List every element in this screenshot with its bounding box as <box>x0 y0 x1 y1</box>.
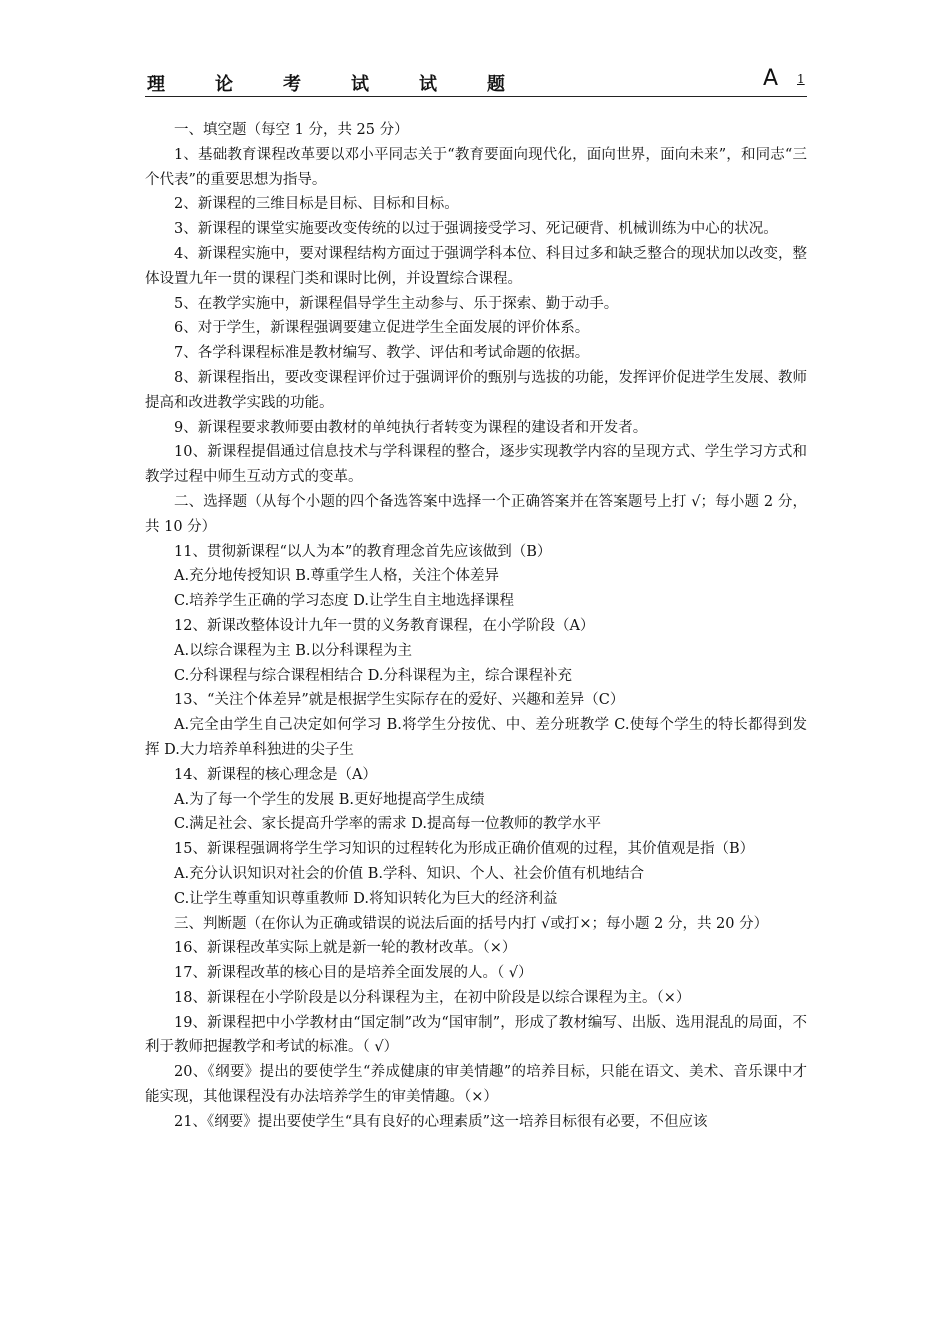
exam-paragraph: 6、对于学生，新课程强调要建立促进学生全面发展的评价体系。 <box>174 320 590 337</box>
exam-paragraph: 15、新课程强调将学生学习知识的过程转化为形成正确价值观的过程，其价值观是指（B） <box>174 841 755 858</box>
exam-title: 理论考试试题 <box>147 74 555 95</box>
paper-version-mark: A <box>763 66 779 91</box>
exam-paragraph: A.充分地传授知识 B.尊重学生人格，关注个体差异 <box>174 568 499 585</box>
exam-body <box>145 118 807 1135</box>
exam-paragraph: 11、贯彻新课程“以人为本”的教育理念首先应该做到（B） <box>174 543 552 560</box>
exam-paragraph: 12、新课改整体设计九年一贯的义务教育课程，在小学阶段（A） <box>174 617 595 634</box>
exam-paragraph: C.培养学生正确的学习态度 D.让学生自主地选择课程 <box>174 593 515 610</box>
exam-paragraph: 二、选择题（从每个小题的四个备选答案中选择一个正确答案并在答案题号上打 √；每小题 2 分，共 10 分） <box>145 493 807 535</box>
exam-paragraph: 19、新课程把中小学教材由“国定制”改为“国审制”，形成了教材编写、出版、选用混乱的局面，不利于教师把握教学和考试的标准。（ √） <box>145 1014 807 1056</box>
exam-paragraph: 17、新课程改革的核心目的是培养全面发展的人。（ √） <box>174 965 533 982</box>
exam-paragraph: A.充分认识知识对社会的价值 B.学科、知识、个人、社会价值有机地结合 <box>174 865 644 882</box>
exam-paragraph: 21、《纲要》提出要使学生“具有良好的心理素质”这一培养目标很有必要，不但应该 <box>174 1113 708 1130</box>
exam-paragraph: 1、基础教育课程改革要以邓小平同志关于“教育要面向现代化，面向世界，面向未来”，和同志“三个代表”的重要思想为指导。 <box>145 146 807 188</box>
exam-paragraph: 7、各学科课程标准是教材编写、教学、评估和考试命题的依据。 <box>174 345 590 362</box>
exam-paragraph: 2、新课程的三维目标是目标、目标和目标。 <box>174 196 459 213</box>
exam-paragraph: A.为了每一个学生的发展 B.更好地提高学生成绩 <box>174 791 485 808</box>
exam-paragraph: 8、新课程指出，要改变课程评价过于强调评价的甄别与选拔的功能，发挥评价促进学生发展、教师提高和改进教学实践的功能。 <box>145 369 807 411</box>
exam-paragraph: A.以综合课程为主 B.以分科课程为主 <box>174 642 412 659</box>
exam-paragraph: C.满足社会、家长提高升学率的需求 D.提高每一位教师的教学水平 <box>174 816 602 833</box>
exam-paragraph: 14、新课程的核心理念是（A） <box>174 766 377 783</box>
exam-paragraph: 一、填空题（每空 1 分，共 25 分） <box>174 122 409 138</box>
exam-paragraph: 5、在教学实施中，新课程倡导学生主动参与、乐于探索、勤于动手。 <box>174 295 619 312</box>
exam-paragraph: 10、新课程提倡通过信息技术与学科课程的整合，逐步实现教学内容的呈现方式、学生学习方式和教学过程中师生互动方式的变革。 <box>145 444 807 486</box>
exam-paragraph: 18、新课程在小学阶段是以分科课程为主，在初中阶段是以综合课程为主。（×） <box>174 989 691 1006</box>
exam-paragraph: 16、新课程改革实际上就是新一轮的教材改革。（×） <box>174 940 517 957</box>
exam-paragraph: 三、判断题（在你认为正确或错误的说法后面的括号内打 √或打×；每小题 2 分，共 20 分） <box>174 915 769 932</box>
exam-paragraph: 3、新课程的课堂实施要改变传统的以过于强调接受学习、死记硬背、机械训练为中心的状况。 <box>174 221 778 238</box>
exam-paragraph: A.完全由学生自己决定如何学习 B.将学生分按优、中、差分班教学 C.使每个学生的特长都得到发挥 D.大力培养单科独进的尖子生 <box>145 717 807 758</box>
exam-paragraph: 9、新课程要求教师要由教材的单纯执行者转变为课程的建设者和开发者。 <box>174 419 648 436</box>
exam-paragraph: 4、新课程实施中，要对课程结构方面过于强调学科本位、科目过多和缺乏整合的现状加以改变，整体设置九年一贯的课程门类和课时比例，并设置综合课程。 <box>145 245 807 287</box>
page-number: 1 <box>797 72 805 86</box>
exam-paragraph: 20、《纲要》提出的要使学生“养成健康的审美情趣”的培养目标，只能在语文、美术、音乐课中才能实现，其他课程没有办法培养学生的审美情趣。（×） <box>145 1064 807 1106</box>
exam-paragraph: C.让学生尊重知识尊重教师 D.将知识转化为巨大的经济利益 <box>174 890 558 907</box>
page-header <box>145 64 807 97</box>
exam-paragraph: 13、“关注个体差异”就是根据学生实际存在的爱好、兴趣和差异（C） <box>174 692 625 709</box>
exam-paragraph: C.分科课程与综合课程相结合 D.分科课程为主，综合课程补充 <box>174 667 573 684</box>
